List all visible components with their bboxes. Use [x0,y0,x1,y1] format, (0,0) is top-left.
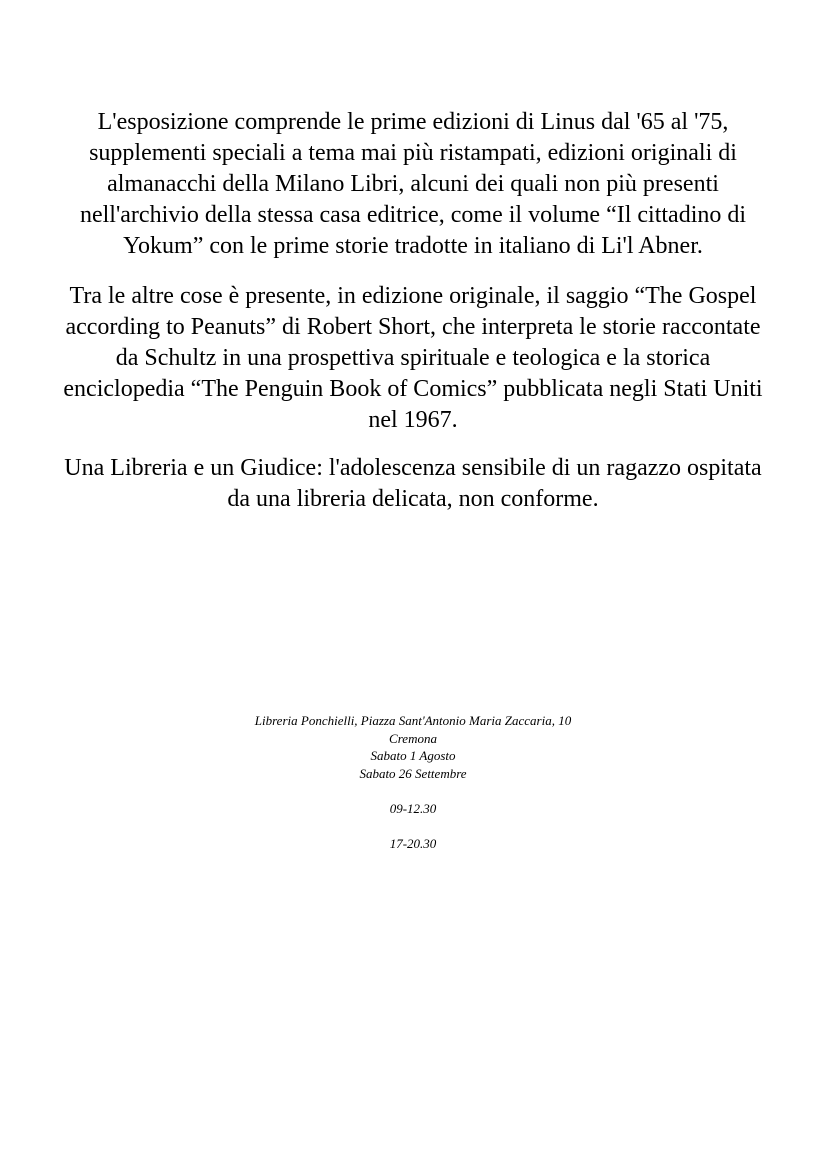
event-date-1: Sabato 1 Agosto [370,748,456,763]
event-city: Cremona [389,730,437,746]
event-info [100,712,726,852]
spacer [100,817,726,835]
paragraph-exhibition-contents: L'esposizione comprende le prime edizioni di Linus dal '65 al '75, supplementi speciali a tema mai più ristampati, edizioni originali di almanacchi della Milano Libri, alcuni dei quali non più presenti nell'archivio della stessa casa editrice, come il volume “Il cittadino di Yokum” con le prime storie tradotte in italiano di Li'l Abner. [79,109,747,259]
event-location: Libreria Ponchielli, Piazza Sant'Antonio Maria Zaccaria, 10 [254,713,572,728]
paragraph-libreria-giudice: Una Libreria e un Giudice: l'adolescenza sensibile di un ragazzo ospitata da una libreria delicata, non conforme. [64,455,762,512]
event-hours-morning: 09-12.30 [389,800,437,816]
event-hours-afternoon: 17-20.30 [389,835,437,851]
event-date-2: Sabato 26 Settembre [359,765,467,781]
paragraph-gospel-peanuts: Tra le altre cose è presente, in edizione originale, il saggio “The Gospel according to Peanuts” di Robert Short, che interpreta le storie raccontate da Schultz in una prospettiva spirituale e teologica e la storica enciclopedia “The Penguin Book of Comics” pubblicata negli Stati Uniti nel 1967. [63,283,763,433]
spacer [100,782,726,800]
